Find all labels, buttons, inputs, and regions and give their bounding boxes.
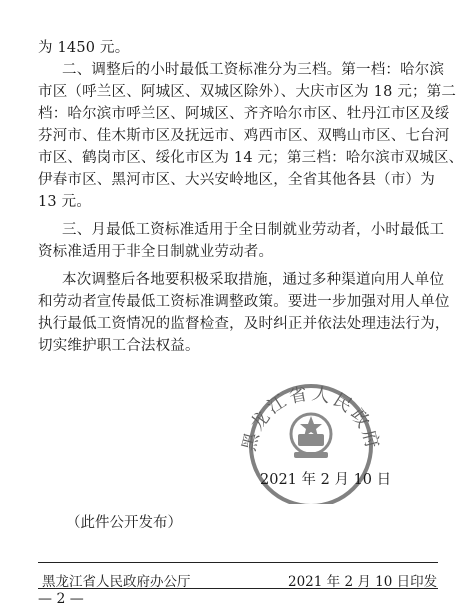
footer-issuer: 黑龙江省人民政府办公厅 [42,574,191,590]
body-line: 执行最低工资情况的监督检查，及时纠正并依法处理违法行为， [38,316,450,332]
signature-date: 2021 年 2 月 10 日 [260,472,392,488]
body-line: 为 1450 元。 [38,40,130,56]
footer-bottom-rule [38,588,438,589]
body-line: 切实维护职工合法权益。 [38,338,200,354]
page-number: — 2 — [38,591,84,607]
body-line: 13 元。 [38,194,92,210]
body-line: 伊春市区、黑河市区、大兴安岭地区，全省其他各县（市）为 [38,172,435,188]
footer-print-date: 2021 年 2 月 10 日印发 [288,574,438,590]
body-line: 芬河市、佳木斯市区及抚远市、鸡西市区、双鸭山市区、七台河 [38,128,450,144]
seal-text: 黑龙江省人民政府 [238,383,384,454]
body-line: 本次调整后各地要积极采取措施，通过多种渠道向用人单位 [62,272,445,288]
body-line: 市区（呼兰区、阿城区、双城区除外）、大庆市区为 18 元；第二 [38,84,457,100]
body-line: 和劳动者宣传最低工资标准调整政策。要进一步加强对用人单位 [38,294,450,310]
body-line: 资标准适用于非全日制就业劳动者。 [38,244,274,260]
body-line: 二、调整后的小时最低工资标准分为三档。第一档：哈尔滨 [62,62,445,78]
national-emblem-icon [291,414,331,458]
body-line: 市区、鹤岗市区、绥化市区为 14 元；第三档：哈尔滨市双城区、 [38,150,464,166]
footer-top-rule [38,562,438,563]
body-line: 三、月最低工资标准适用于全日制就业劳动者，小时最低工 [62,222,445,238]
publish-note: （此件公开发布） [66,515,182,531]
body-line: 档：哈尔滨市呼兰区、阿城区、齐齐哈尔市区、牡丹江市区及绥 [38,106,450,122]
